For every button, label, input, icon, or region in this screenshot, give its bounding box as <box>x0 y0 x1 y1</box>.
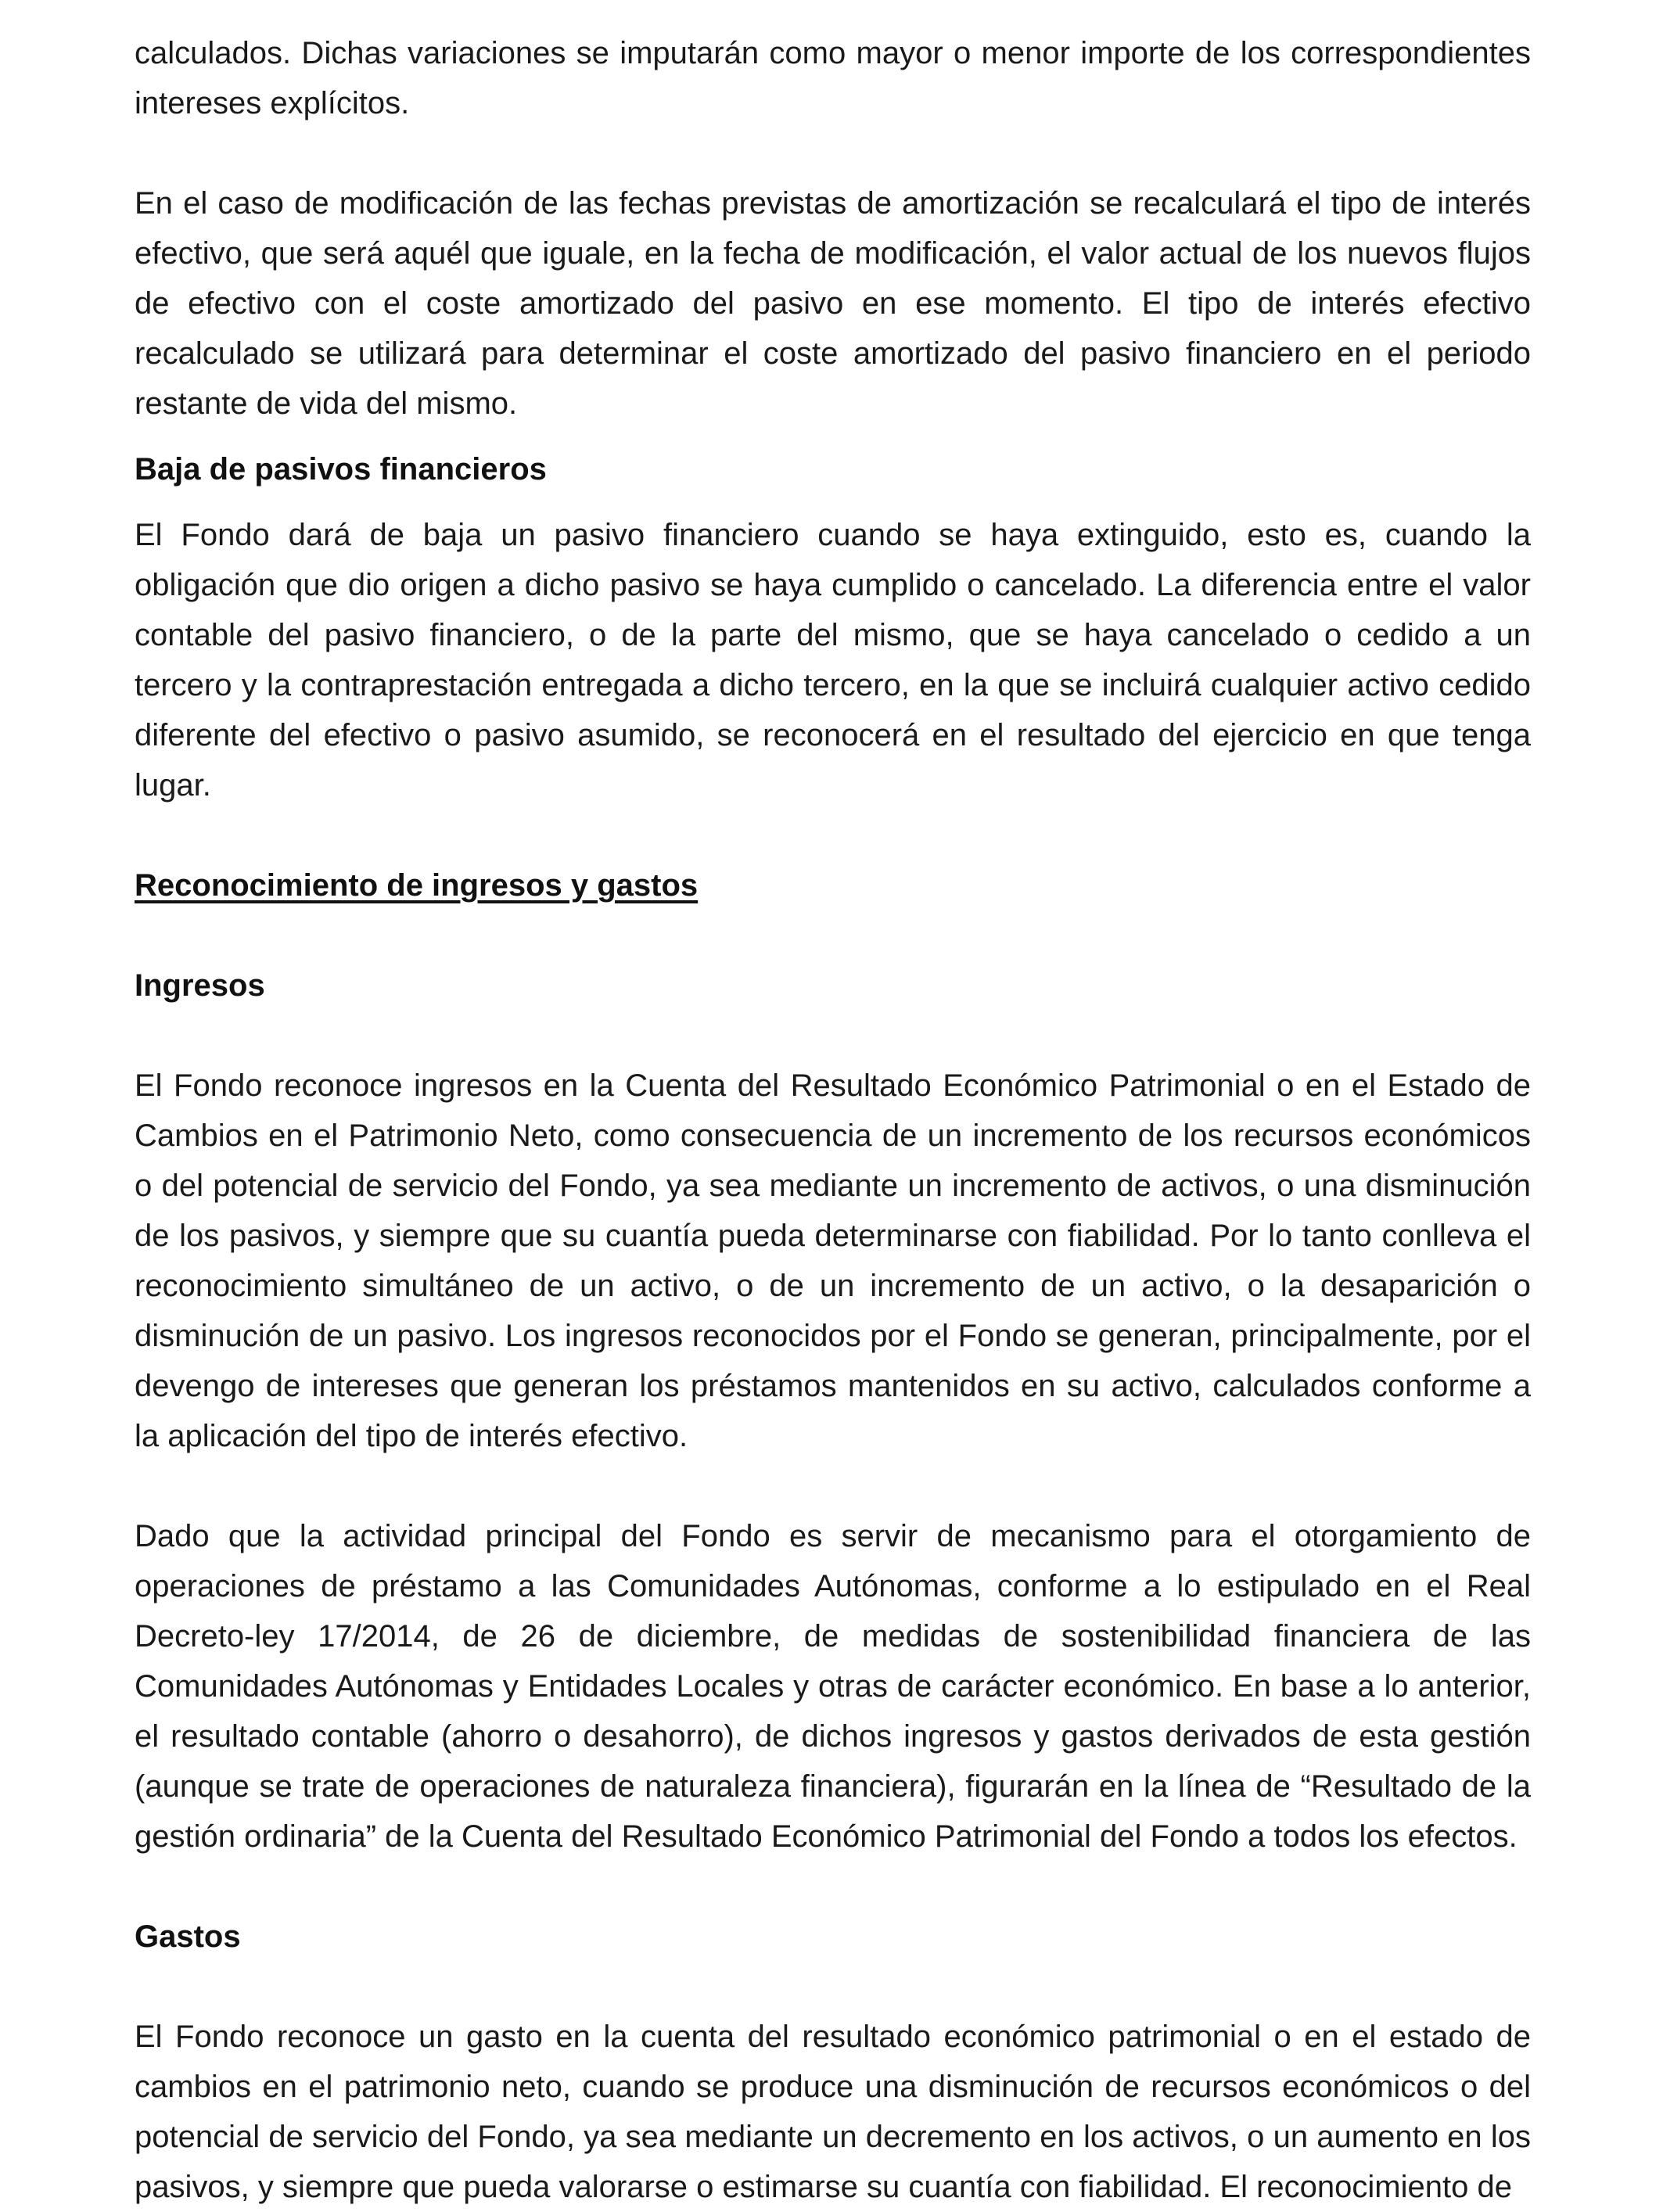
paragraph-modificacion-fechas: En el caso de modificación de las fechas previstas de amortización se recalculará el tipo de interés efectivo, que será aquél que iguale, en la fecha de modificación, el valor actual de los nuevos flujos de efectivo con el coste amortizado del pasivo en ese momento. El tipo de interés efectivo recalculado se utilizará para determinar el coste amortizado del pasivo financiero en el periodo restante de vida del mismo. <box>135 186 1531 421</box>
heading-reconocimiento: Reconocimiento de ingresos y gastos <box>135 868 699 903</box>
document-page <box>135 28 1531 2212</box>
paragraph-ingresos: El Fondo reconoce ingresos en la Cuenta del Resultado Económico Patrimonial o en el Estado de Cambios en el Patrimonio Neto, como consecuencia de un incremento de los recursos económicos o del potencial de servicio del Fondo, ya sea mediante un incremento de activos, o una disminución de los pasivos, y siempre que su cuantía pueda determinarse con fiabilidad. Por lo tanto conlleva el reconocimiento simultáneo de un activo, o de un incremento de un activo, o la desaparición o disminución de un pasivo. Los ingresos reconocidos por el Fondo se generan, principalmente, por el devengo de intereses que generan los préstamos mantenidos en su activo, calculados conforme a la aplicación del tipo de interés efectivo. <box>135 1068 1531 1453</box>
paragraph-baja-pasivos: El Fondo dará de baja un pasivo financiero cuando se haya extinguido, esto es, cuando la obligación que dio origen a dicho pasivo se haya cumplido o cancelado. La diferencia entre el valor contable del pasivo financiero, o de la parte del mismo, que se haya cancelado o cedido a un tercero y la contraprestación entregada a dicho tercero, en la que se incluirá cualquier activo cedido diferente del efectivo o pasivo asumido, se reconocerá en el resultado del ejercicio en que tenga lugar. <box>135 518 1531 803</box>
heading-gastos: Gastos <box>135 1919 241 1954</box>
paragraph-intereses-explicitos: calculados. Dichas variaciones se imputarán como mayor o menor importe de los correspondientes intereses explícitos. <box>135 36 1531 120</box>
paragraph-gastos: El Fondo reconoce un gasto en la cuenta del resultado económico patrimonial o en el estado de cambios en el patrimonio neto, cuando se produce una disminución de recursos económicos o del potencial de servicio del Fondo, ya sea mediante un decremento en los activos, o un aumento en los pasivos, y siempre que pueda valorarse o estimarse su cuantía con fiabilidad. El reconocimiento de <box>135 2020 1531 2204</box>
paragraph-actividad-principal: Dado que la actividad principal del Fondo es servir de mecanismo para el otorgamiento de operaciones de préstamo a las Comunidades Autónomas, conforme a lo estipulado en el Real Decreto-ley 17/2014, de 26 de diciembre, de medidas de sostenibilidad financiera de las Comunidades Autónomas y Entidades Locales y otras de carácter económico. En base a lo anterior, el resultado contable (ahorro o desahorro), de dichos ingresos y gastos derivados de esta gestión (aunque se trate de operaciones de naturaleza financiera), figurarán en la línea de “Resultado de la gestión ordinaria” de la Cuenta del Resultado Económico Patrimonial del Fondo a todos los efectos. <box>135 1519 1531 1854</box>
heading-ingresos: Ingresos <box>135 968 265 1003</box>
heading-baja-pasivos: Baja de pasivos financieros <box>135 452 547 487</box>
